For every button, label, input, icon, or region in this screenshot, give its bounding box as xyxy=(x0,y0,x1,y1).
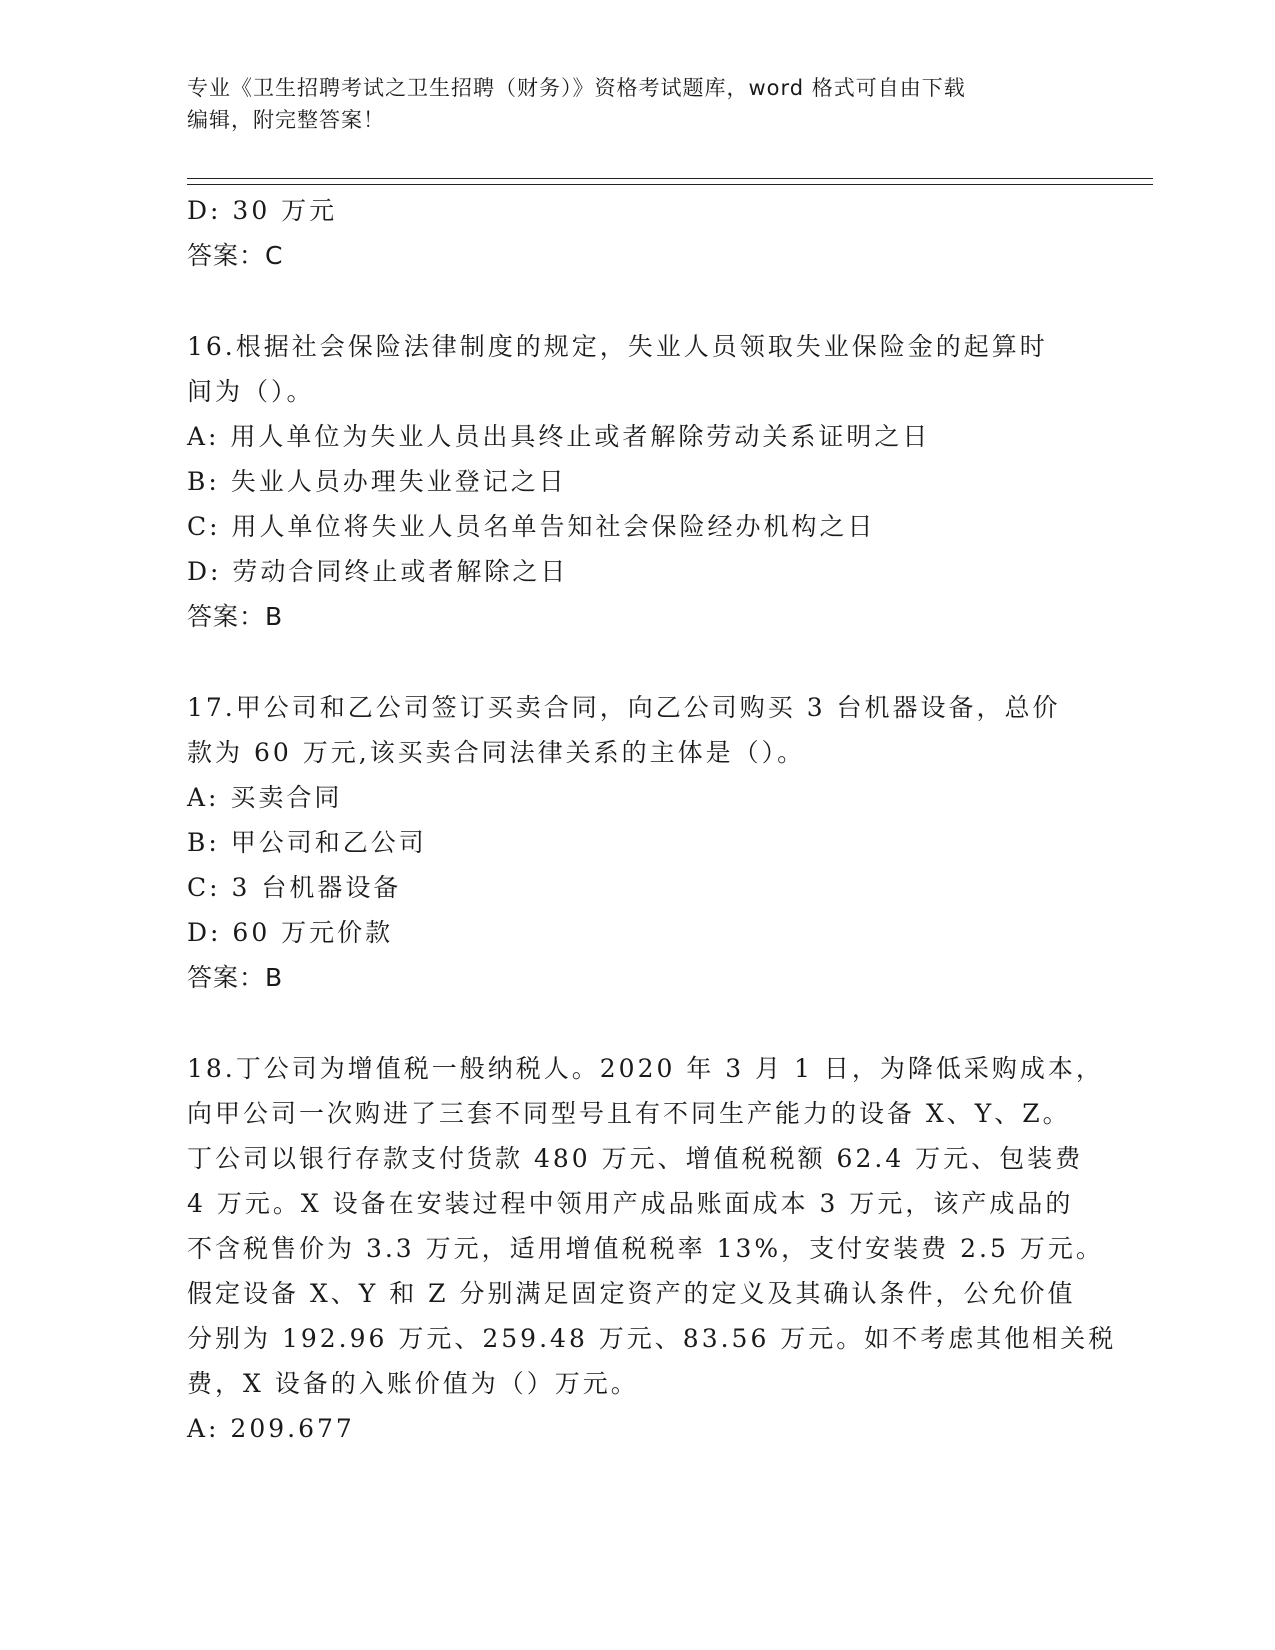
previous-question-tail xyxy=(187,188,1087,278)
question-18 xyxy=(187,1046,1117,1451)
option-b: B: 甲公司和乙公司 xyxy=(187,828,427,857)
question-stem: 不含税售价为 3.3 万元，适用增值税税率 13%，支付安装费 2.5 万元。 xyxy=(187,1234,1104,1263)
header-line-1: 专业《卫生招聘考试之卫生招聘（财务）》资格考试题库，word 格式可自由下载 xyxy=(187,76,966,100)
question-stem: 费，X 设备的入账价值为（）万元。 xyxy=(187,1369,639,1398)
question-stem: 17.甲公司和乙公司签订买卖合同，向乙公司购买 3 台机器设备，总价 xyxy=(187,693,1061,722)
question-content xyxy=(187,188,1117,1451)
question-stem: 16.根据社会保险法律制度的规定，失业人员领取失业保险金的起算时 xyxy=(187,332,1048,361)
header-divider xyxy=(187,178,1153,185)
option-a: A: 209.677 xyxy=(187,1414,355,1443)
option-a: A: 买卖合同 xyxy=(187,783,343,812)
question-stem: 间为（）。 xyxy=(187,377,315,406)
option-a: A: 用人单位为失业人员出具终止或者解除劳动关系证明之日 xyxy=(187,422,931,451)
spacer xyxy=(187,278,1087,324)
answer-line: 答案：C xyxy=(187,241,284,270)
header-line-2: 编辑，附完整答案！ xyxy=(187,108,385,132)
answer-line: 答案：B xyxy=(187,602,284,631)
option-d: D: 劳动合同终止或者解除之日 xyxy=(187,557,569,586)
option-c: C: 3 台机器设备 xyxy=(187,873,402,902)
question-stem: 向甲公司一次购进了三套不同型号且有不同生产能力的设备 X、Y、Z。 xyxy=(187,1099,1071,1128)
question-stem: 假定设备 X、Y 和 Z 分别满足固定资产的定义及其确认条件，公允价值 xyxy=(187,1279,1076,1308)
question-16 xyxy=(187,324,1087,639)
question-stem: 丁公司以银行存款支付货款 480 万元、增值税税额 62.4 万元、包装费 xyxy=(187,1144,1084,1173)
question-stem: 款为 60 万元,该买卖合同法律关系的主体是（）。 xyxy=(187,738,806,767)
option-c: C: 用人单位将失业人员名单告知社会保险经办机构之日 xyxy=(187,512,876,541)
option-d: D: 30 万元 xyxy=(187,196,338,225)
answer-line: 答案：B xyxy=(187,963,284,992)
option-b: B: 失业人员办理失业登记之日 xyxy=(187,467,567,496)
option-d: D: 60 万元价款 xyxy=(187,918,394,947)
question-stem: 18.丁公司为增值税一般纳税人。2020 年 3 月 1 日，为降低采购成本， xyxy=(187,1054,1104,1083)
question-stem: 4 万元。X 设备在安装过程中领用产成品账面成本 3 万元，该产成品的 xyxy=(187,1189,1074,1218)
question-stem: 分别为 192.96 万元、259.48 万元、83.56 万元。如不考虑其他相关税 xyxy=(187,1324,1117,1353)
spacer xyxy=(187,1000,1087,1046)
spacer xyxy=(187,639,1087,685)
question-17 xyxy=(187,685,1087,1000)
page-header xyxy=(187,72,1087,136)
